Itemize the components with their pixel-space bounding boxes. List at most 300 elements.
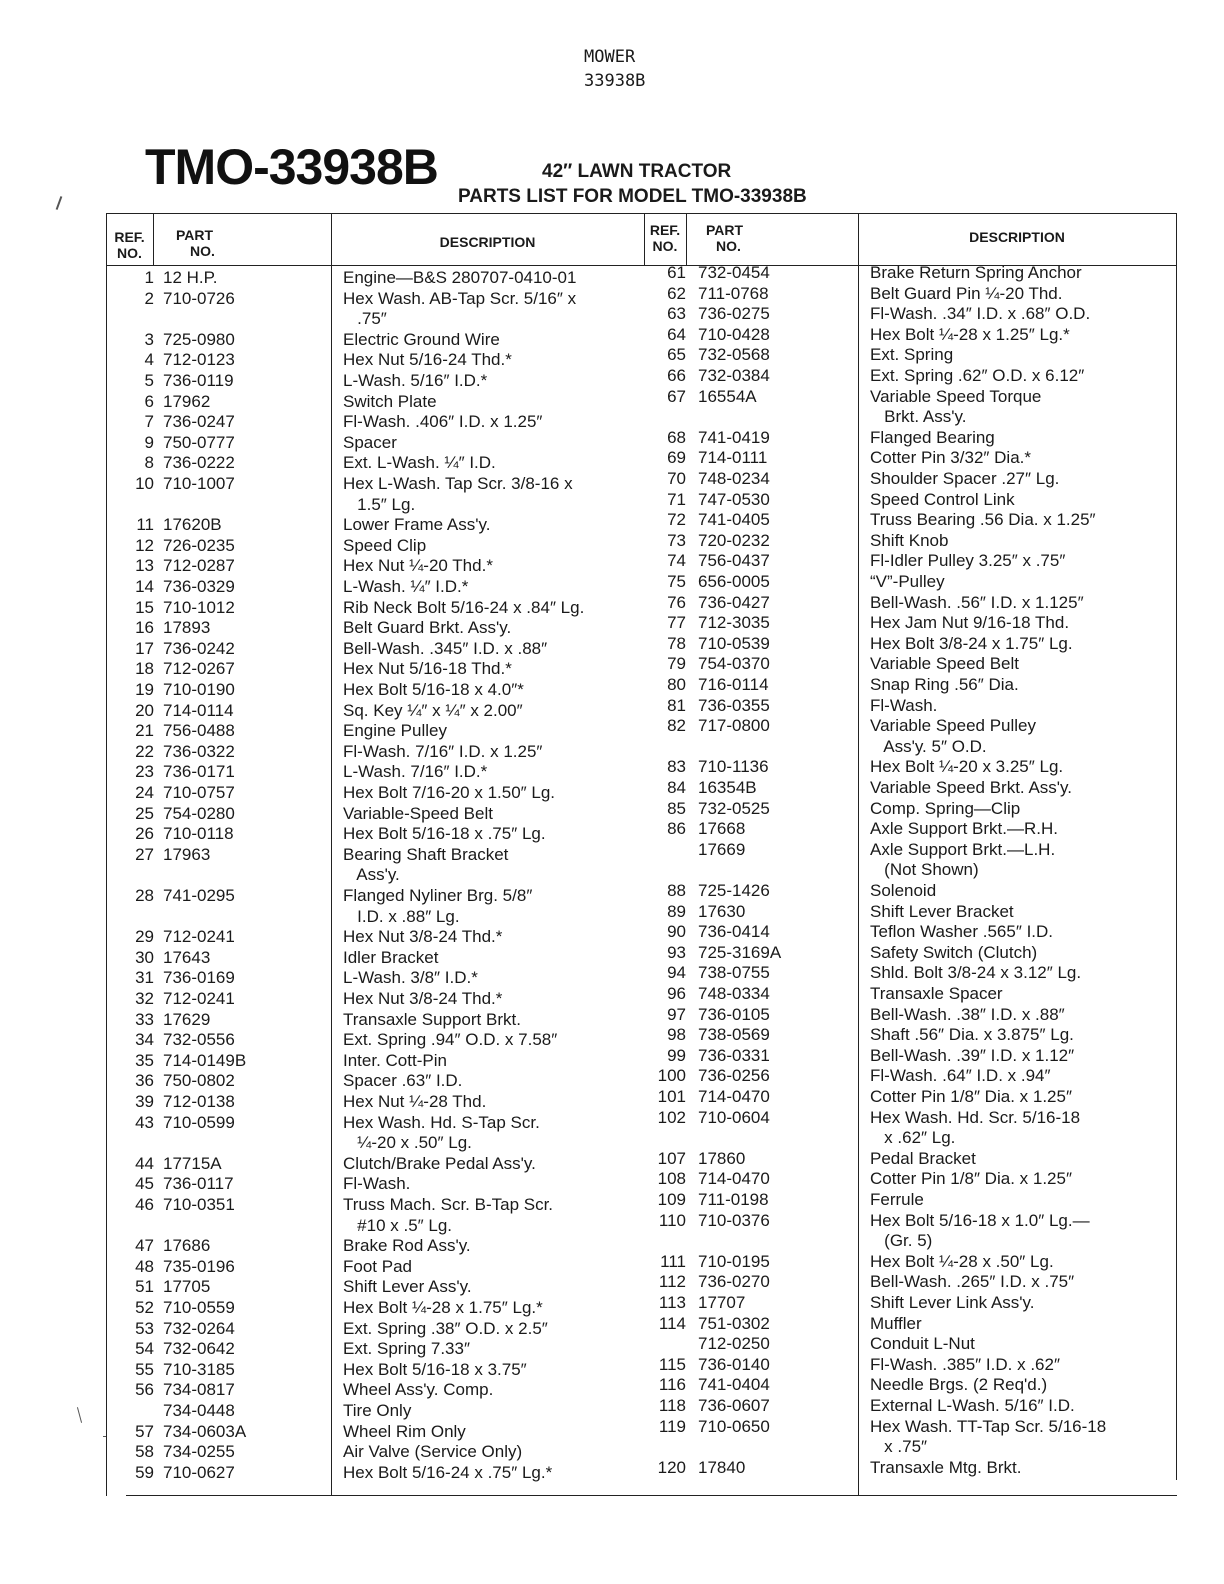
part-number: 736-0105 [698, 1004, 770, 1024]
ref-label-1: REF. [114, 229, 145, 245]
part-description: Flanged Nyliner Brg. 5/8″ [343, 886, 533, 905]
ref-number: 90 [667, 922, 686, 942]
part-description: Transaxle Spacer [870, 984, 1003, 1003]
ref-number: 78 [667, 633, 686, 653]
part-number: 726-0235 [163, 535, 235, 555]
divider-ref-left [153, 213, 154, 265]
part-number: 714-0470 [698, 1087, 770, 1106]
part-number: 725-0980 [163, 329, 235, 349]
ref-number: 57 [135, 1421, 154, 1441]
part-number: 712-0287 [163, 556, 235, 576]
table-row [106, 737, 1176, 757]
table-row [106, 840, 1176, 860]
ref-number: 46 [135, 1195, 154, 1214]
part-description: Wheel Ass'y. Comp. [343, 1380, 494, 1400]
part-number: 714-0114 [163, 700, 234, 720]
part-number: 736-0171 [163, 762, 235, 782]
part-number: 714-0111 [698, 448, 768, 468]
part-description: Fl-Idler Pulley 3.25″ x .75″ [870, 551, 1066, 571]
table-row [106, 593, 1176, 613]
ref-number: 66 [667, 366, 686, 385]
part-number: 17629 [163, 1009, 211, 1029]
ref-number: 113 [658, 1293, 686, 1312]
part-description: Hex Wash. Hd. Scr. 5/16-18 [870, 1107, 1081, 1127]
ref-number: 7 [144, 412, 154, 432]
ref-number: 81 [667, 695, 686, 715]
part-number: 710-0195 [698, 1251, 770, 1271]
part-number: 732-0642 [163, 1339, 235, 1359]
ref-number: 120 [657, 1457, 686, 1477]
part-number: 732-0556 [163, 1030, 235, 1050]
ref-number: 67 [667, 386, 686, 406]
table-row [106, 922, 1176, 942]
part-number: 712-3035 [698, 613, 770, 633]
table-row [106, 1149, 1176, 1169]
ref-number: 29 [135, 927, 154, 947]
ref-number: 16 [135, 618, 154, 638]
table-row [106, 325, 1176, 345]
part-number: 750-0802 [163, 1071, 235, 1091]
part-description: Shift Lever Bracket [870, 901, 1014, 921]
part-number: 710-0539 [698, 633, 770, 653]
part-number: 712-0241 [163, 927, 235, 947]
ref-number: 10 [135, 474, 154, 493]
part-number: 741-0404 [698, 1375, 770, 1395]
part-description: Hex Bolt ¼-28 x 1.75″ Lg.* [343, 1298, 543, 1317]
part-number: 756-0488 [163, 721, 235, 741]
part-description: Hex Bolt ¼-28 x 1.25″ Lg.* [870, 324, 1070, 344]
part-description: x .62″ Lg. [870, 1128, 956, 1148]
part-description: Truss Mach. Scr. B-Tap Scr. [343, 1195, 554, 1214]
part-number: 736-0322 [163, 741, 235, 761]
part-description: Ext. Spring .62″ O.D. x 6.12″ [870, 366, 1085, 385]
part-number: 736-0242 [163, 638, 235, 658]
ref-number: 107 [657, 1148, 686, 1168]
table-row [106, 1252, 1176, 1272]
scan-mark [103, 1436, 106, 1437]
column-header-description-right: DESCRIPTION [969, 229, 1065, 245]
table-row [106, 1211, 1176, 1231]
ref-number: 108 [657, 1169, 686, 1189]
part-number: 717-0800 [698, 716, 770, 736]
part-description: Variable Speed Pulley [870, 716, 1037, 736]
part-description: Hex Wash. TT-Tap Scr. 5/16-18 [870, 1416, 1107, 1436]
part-description: Hex Bolt 5/16-18 x 4.0″* [343, 680, 524, 699]
column-header-ref-right [644, 222, 686, 254]
part-description: Shift Lever Ass'y. [343, 1277, 472, 1297]
part-description: Hex Jam Nut 9/16-18 Thd. [870, 613, 1070, 633]
ref-number: 35 [135, 1050, 154, 1070]
ref-number: 109 [657, 1190, 686, 1209]
part-number: 735-0196 [163, 1256, 235, 1276]
ref-number: 23 [135, 762, 154, 782]
table-top-border [106, 213, 1177, 214]
part-number: 754-0370 [698, 654, 770, 674]
part-number: 17643 [163, 947, 211, 967]
table-row [106, 490, 1176, 510]
part-description: Transaxle Mtg. Brkt. [870, 1457, 1022, 1477]
table-row [106, 860, 1176, 880]
part-description: Spacer .63″ I.D. [343, 1071, 463, 1091]
part-description: Hex L-Wash. Tap Scr. 3/8-16 x [343, 474, 573, 493]
part-description: Cotter Pin 3/32″ Dia.* [870, 448, 1031, 468]
part-description: Truss Bearing .56 Dia. x 1.25″ [870, 510, 1096, 530]
ref-number: 54 [135, 1339, 154, 1359]
table-row [106, 1417, 1176, 1437]
part-label-2: NO. [716, 238, 741, 254]
part-number: 17668 [698, 819, 746, 839]
header-line-1: MOWER [584, 47, 636, 67]
ref-number: 76 [667, 592, 686, 612]
part-description: Fl-Wash. .64″ I.D. x .94″ [870, 1066, 1051, 1086]
part-description: Ferrule [870, 1190, 924, 1209]
part-number: 736-0275 [698, 304, 770, 324]
part-number: 754-0280 [163, 803, 235, 823]
part-number: 712-0138 [163, 1092, 235, 1111]
part-number: 17620B [163, 515, 222, 535]
part-description: x .75″ [870, 1437, 928, 1457]
ref-number: 21 [135, 721, 154, 741]
part-number: 725-3169A [698, 942, 782, 962]
ref-number: 13 [135, 556, 154, 576]
part-description: L-Wash. 7/16″ I.D.* [343, 762, 488, 782]
ref-number: 25 [135, 803, 154, 823]
part-description: Electric Ground Wire [343, 329, 500, 349]
part-description: Hex Wash. AB-Tap Scr. 5/16″ x [343, 288, 577, 308]
part-description: L-Wash. ¼″ I.D.* [343, 577, 469, 596]
column-header-part-left [176, 227, 236, 259]
ref-number: 17 [135, 638, 154, 658]
ref-number: 24 [135, 783, 154, 802]
part-description: Fl-Wash. .406″ I.D. x 1.25″ [343, 412, 543, 432]
part-description: Hex Nut 5/16-24 Thd.* [343, 350, 512, 370]
part-number: 17669 [698, 839, 746, 859]
ref-number: 100 [657, 1066, 686, 1086]
part-number: 750-0777 [163, 432, 235, 452]
part-description: Hex Wash. Hd. S-Tap Scr. [343, 1112, 540, 1132]
part-description: Clutch/Brake Pedal Ass'y. [343, 1153, 536, 1173]
part-number: 736-0222 [163, 453, 235, 473]
part-number: 734-0255 [163, 1442, 235, 1462]
ref-number: 89 [667, 901, 686, 921]
part-number: 710-3185 [163, 1359, 235, 1379]
part-description: Hex Bolt ¼-28 x .50″ Lg. [870, 1251, 1054, 1271]
part-number: 17630 [698, 901, 746, 921]
ref-number: 3 [144, 329, 154, 349]
part-description: Cotter Pin 1/8″ Dia. x 1.25″ [870, 1087, 1072, 1106]
ref-number: 39 [135, 1092, 154, 1111]
part-number: 736-0414 [698, 922, 770, 942]
part-description: Variable Speed Belt [870, 654, 1020, 674]
part-number: 736-0256 [698, 1066, 770, 1086]
table-row [106, 1108, 1176, 1128]
ref-number: 79 [667, 654, 686, 674]
ref-number: 64 [667, 324, 686, 344]
part-number: 17893 [163, 618, 211, 638]
ref-number: 6 [144, 391, 154, 411]
table-row [106, 1005, 1176, 1025]
part-description: Shift Knob [870, 530, 949, 550]
ref-number: 88 [667, 881, 686, 900]
ref-number: 102 [657, 1107, 686, 1127]
part-description: Variable-Speed Belt [343, 803, 493, 823]
part-description: Fl-Wash. 7/16″ I.D. x 1.25″ [343, 741, 543, 761]
ref-number: 83 [667, 757, 686, 777]
ref-number: 114 [658, 1313, 686, 1333]
scan-mark [77, 1407, 82, 1423]
part-description: Ass'y. [343, 865, 400, 885]
ref-number: 69 [667, 448, 686, 468]
part-description: Belt Guard Pin ¼-20 Thd. [870, 283, 1063, 303]
table-row [106, 284, 1176, 304]
part-description: Axle Support Brkt.—R.H. [870, 819, 1059, 839]
ref-number: 1 [144, 268, 154, 287]
part-description: Snap Ring .56″ Dia. [870, 675, 1019, 694]
model-number-title: TMO-33938B [145, 139, 438, 195]
ref-number: 14 [135, 577, 154, 596]
part-number: 714-0470 [698, 1169, 770, 1189]
part-number: 738-0569 [698, 1025, 770, 1045]
part-description: Axle Support Brkt.—L.H. [870, 839, 1056, 859]
ref-number: 26 [135, 824, 154, 844]
table-row [106, 1190, 1176, 1210]
part-description: Spacer [343, 432, 397, 452]
table-row [106, 1046, 1176, 1066]
part-number: 751-0302 [698, 1313, 770, 1333]
part-description: (Not Shown) [870, 860, 979, 880]
part-description: #10 x .5″ Lg. [343, 1215, 453, 1235]
part-description: Solenoid [870, 881, 937, 900]
ref-number: 2 [144, 288, 154, 308]
part-description: Bell-Wash. .38″ I.D. x .88″ [870, 1004, 1065, 1024]
part-number: 712-0241 [163, 989, 235, 1008]
part-description: “V”-Pulley [870, 572, 945, 591]
part-description: Variable Speed Torque [870, 386, 1042, 406]
part-number: 734-0817 [163, 1380, 235, 1400]
ref-number: 48 [135, 1256, 154, 1276]
ref-number: 65 [667, 345, 686, 365]
column-header-part-right [706, 222, 766, 254]
part-description: Hex Bolt 5/16-24 x .75″ Lg.* [343, 1462, 553, 1482]
part-description: Bell-Wash. .56″ I.D. x 1.125″ [870, 592, 1084, 612]
part-description: Switch Plate [343, 391, 437, 411]
ref-number: 20 [135, 700, 154, 720]
part-label-1: PART [176, 227, 214, 243]
part-description: I.D. x .88″ Lg. [343, 906, 460, 926]
table-row [106, 1272, 1176, 1292]
part-description: Conduit L-Nut [870, 1334, 975, 1354]
ref-number: 84 [667, 778, 686, 797]
part-number: 736-0247 [163, 412, 235, 432]
ref-number: 77 [667, 613, 686, 633]
part-description: Muffler [870, 1313, 922, 1333]
part-description: Bell-Wash. .265″ I.D. x .75″ [870, 1272, 1075, 1292]
part-number: 732-0384 [698, 366, 770, 385]
table-row [106, 1314, 1176, 1334]
header-line-2: 33938B [584, 71, 646, 91]
part-description: Sq. Key ¼″ x ¼″ x 2.00″ [343, 700, 523, 720]
ref-number: 15 [135, 597, 154, 617]
part-description: Flanged Bearing [870, 427, 995, 447]
column-header-description-left: DESCRIPTION [439, 234, 536, 250]
part-number: 736-0331 [698, 1045, 770, 1065]
part-description: Fl-Wash. .34″ I.D. x .68″ O.D. [870, 304, 1091, 324]
part-description: (Gr. 5) [870, 1231, 933, 1251]
table-row [106, 675, 1176, 695]
part-description: Rib Neck Bolt 5/16-24 x .84″ Lg. [343, 597, 585, 617]
part-number: 710-0650 [698, 1416, 770, 1436]
ref-number: 44 [135, 1153, 154, 1173]
ref-number: 75 [667, 572, 686, 591]
divider-ref-right [686, 213, 687, 265]
part-description: Shoulder Spacer .27″ Lg. [870, 469, 1060, 488]
scan-mark [56, 196, 63, 210]
table-row [106, 1396, 1176, 1416]
ref-number: 99 [667, 1045, 686, 1065]
part-number: 736-0329 [163, 577, 235, 596]
part-description: Inter. Cott-Pin [343, 1050, 447, 1070]
table-row [106, 448, 1176, 468]
table-row [106, 943, 1176, 963]
ref-number: 94 [667, 963, 686, 983]
part-description: Belt Guard Brkt. Ass'y. [343, 618, 512, 638]
part-description: Hex Nut ¼-28 Thd. [343, 1092, 487, 1111]
table-row [106, 881, 1176, 901]
ref-number: 119 [658, 1416, 686, 1436]
ref-number: 18 [135, 659, 154, 679]
table-row [106, 551, 1176, 571]
part-number: 710-0376 [698, 1210, 770, 1230]
part-description: Fl-Wash. [870, 695, 938, 715]
table-row [106, 634, 1176, 654]
ref-number: 19 [135, 680, 154, 699]
part-description: Brake Return Spring Anchor [870, 263, 1082, 282]
part-number: 756-0437 [698, 551, 770, 571]
part-number: 710-0118 [163, 824, 234, 844]
part-number: 748-0234 [698, 469, 770, 488]
table-row [106, 407, 1176, 427]
part-description: Brake Rod Ass'y. [343, 1236, 471, 1256]
part-number: 736-0140 [698, 1354, 770, 1374]
part-description: .75″ [343, 309, 387, 329]
part-description: Cotter Pin 1/8″ Dia. x 1.25″ [870, 1169, 1072, 1189]
part-number: 17963 [163, 844, 211, 864]
table-row [106, 469, 1176, 489]
part-number: 741-0419 [698, 427, 770, 447]
part-description: Bearing Shaft Bracket [343, 844, 509, 864]
part-number: 725-1426 [698, 881, 770, 900]
table-row [106, 1066, 1176, 1086]
part-number: 17707 [698, 1293, 746, 1312]
part-number: 710-0190 [163, 680, 235, 699]
part-number: 741-0405 [698, 510, 770, 530]
part-number: 736-0270 [698, 1272, 770, 1292]
part-description: Engine—B&S 280707-0410-01 [343, 268, 577, 287]
ref-number: 32 [135, 989, 154, 1008]
ref-number: 53 [135, 1318, 154, 1338]
table-bottom-border [126, 1495, 1177, 1496]
part-description: Air Valve (Service Only) [343, 1442, 523, 1462]
ref-number: 55 [135, 1359, 154, 1379]
part-number: 732-0568 [698, 345, 770, 365]
ref-number: 11 [136, 515, 154, 535]
ref-number: 5 [144, 371, 154, 390]
part-description: Comp. Spring—Clip [870, 798, 1021, 818]
ref-number: 115 [658, 1354, 686, 1374]
ref-number: 68 [667, 427, 686, 447]
part-description: Ext. Spring [870, 345, 954, 365]
part-description: Teflon Washer .565″ I.D. [870, 922, 1054, 942]
ref-number: 9 [144, 432, 154, 452]
ref-number: 96 [667, 984, 686, 1003]
part-number: 734-0448 [163, 1401, 235, 1420]
table-row [106, 984, 1176, 1004]
ref-number: 51 [135, 1277, 154, 1297]
part-description: Idler Bracket [343, 947, 439, 967]
ref-number: 98 [667, 1025, 686, 1045]
part-description: Hex Bolt ¼-20 x 3.25″ Lg. [870, 757, 1064, 777]
ref-number: 116 [658, 1375, 686, 1395]
part-description: Hex Bolt 5/16-18 x 3.75″ [343, 1359, 527, 1379]
table-row [106, 1293, 1176, 1313]
part-description: Hex Nut 5/16-18 Thd.* [343, 659, 512, 679]
part-number: 710-1012 [163, 597, 235, 617]
table-row [106, 757, 1176, 777]
table-row [106, 819, 1176, 839]
ref-number: 27 [135, 844, 154, 864]
table-right-border [1176, 213, 1177, 1480]
part-number: 710-0604 [698, 1107, 770, 1127]
table-row [106, 696, 1176, 716]
part-number: 710-0757 [163, 783, 235, 802]
part-number: 714-0149B [163, 1050, 247, 1070]
part-description: 1.5″ Lg. [343, 494, 416, 514]
table-row [106, 902, 1176, 922]
part-number: 711-0198 [698, 1190, 769, 1209]
table-row [106, 1375, 1176, 1395]
ref-label-2: NO. [117, 245, 142, 261]
column-header-ref-left [106, 229, 153, 261]
table-row [106, 1087, 1176, 1107]
part-number: 736-0169 [163, 968, 235, 988]
part-number: 710-0726 [163, 288, 235, 308]
part-number: 736-0607 [698, 1396, 770, 1415]
part-number: 710-0627 [163, 1462, 235, 1482]
part-description: Shld. Bolt 3/8-24 x 3.12″ Lg. [870, 963, 1082, 983]
table-row [106, 428, 1176, 448]
parts-list-title: PARTS LIST FOR MODEL TMO-33938B [458, 186, 807, 207]
part-number: 711-0768 [698, 283, 769, 303]
part-number: 17715A [163, 1153, 222, 1173]
table-row [106, 1128, 1176, 1148]
part-number: 710-1007 [163, 474, 235, 493]
part-number: 16354B [698, 778, 757, 797]
ref-number: 80 [667, 675, 686, 694]
ref-number: 112 [658, 1272, 686, 1292]
part-number: 17705 [163, 1277, 211, 1297]
part-number: 16554A [698, 386, 757, 406]
part-number: 736-0355 [698, 695, 770, 715]
part-description: Hex Nut ¼-20 Thd.* [343, 556, 493, 576]
table-row [106, 1169, 1176, 1189]
ref-number: 43 [135, 1112, 154, 1132]
part-description: Bell-Wash. .39″ I.D. x 1.12″ [870, 1045, 1075, 1065]
ref-number: 73 [667, 530, 686, 550]
ref-number: 33 [135, 1009, 154, 1029]
part-description: Needle Brgs. (2 Req'd.) [870, 1375, 1048, 1395]
table-row [106, 304, 1176, 324]
part-number: 17840 [698, 1457, 746, 1477]
